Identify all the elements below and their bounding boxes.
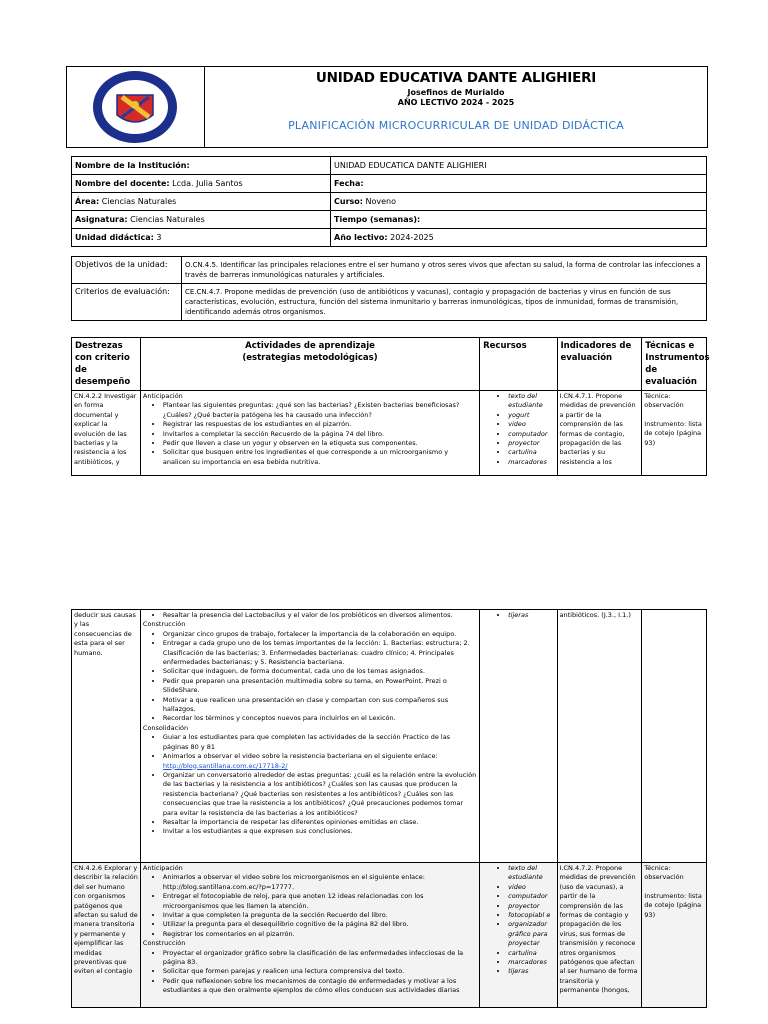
table-header-row xyxy=(72,338,707,391)
activity-list xyxy=(143,630,477,724)
list-item: • texto del estudiante xyxy=(508,864,554,883)
info-label: Año lectivo: xyxy=(334,233,388,242)
list-item: • Proyectar el organizador gráfico sobre la clasificación de las enfermedades infecciosas de la página 83. xyxy=(163,949,477,968)
list-item: • Invitar a los estudiantes a que expresen sus conclusiones. xyxy=(163,827,477,836)
info-row xyxy=(72,193,707,211)
list-item: • Animarlos a observar el video sobre los microorganismos en el siguiente enlace: http://blog.santillana.com.ec/?p=17777. xyxy=(163,873,477,892)
col-header-skills: Destrezas con criterio de desempeño xyxy=(72,338,141,391)
info-label: Nombre de la Institución: xyxy=(75,161,190,170)
info-label: Nombre del docente: xyxy=(75,179,170,188)
list-item: • video xyxy=(508,883,554,892)
list-item: • computador xyxy=(508,892,554,901)
info-value: Ciencias Naturales xyxy=(99,197,177,206)
table-row xyxy=(72,391,707,476)
col-header-activities-l1: Actividades de aprendizaje xyxy=(245,341,375,351)
info-row xyxy=(72,229,707,247)
school-logo xyxy=(67,67,204,147)
section-label: Consolidación xyxy=(142,723,189,732)
list-item: • Plantear las siguientes preguntas: ¿qué son las bacterias? ¿Existen bacterias beneficiosas? ¿Cuáles? ¿Qué bacteria patógena les ha causado una infección? xyxy=(163,401,477,420)
list-item: • Motivar a que realicen una presentación en clase y compartan con sus compañeros sus hallazgos. xyxy=(163,696,477,715)
logo-cell xyxy=(67,67,205,147)
list-item: • video xyxy=(508,420,554,429)
resources-cell xyxy=(480,391,557,476)
section-label: Anticipación xyxy=(142,864,183,872)
resource-list xyxy=(482,611,554,620)
resource-list xyxy=(482,392,554,467)
info-row xyxy=(72,211,707,229)
instrument-text: Instrumento: lista de cotejo (página 93) xyxy=(644,419,702,447)
list-item: • fotocopiabl e xyxy=(508,911,554,920)
info-label: Asignatura: xyxy=(75,215,128,224)
activities-cell xyxy=(140,610,479,863)
list-item: • Recordar los términos y conceptos nuevos para incluirlos en el Lexicón. xyxy=(163,714,477,723)
indicator-cell: antibióticos. (J.3., I.1.) xyxy=(557,610,642,863)
list-item: • Guiar a los estudiantes para que completen las actividades de la sección Practico de las páginas 80 y 81 xyxy=(163,733,477,752)
list-item: • organizador gráfico para proyectar xyxy=(508,920,554,948)
objectives-text: O.CN.4.5. Identificar las principales relaciones entre el ser humano y otros seres vivos que afectan su salud, la forma de controlar las infecciones a través de barreras inmunológicas naturales y artificiales. xyxy=(182,257,707,284)
instrument-text: Instrumento: lista de cotejo (página 93) xyxy=(644,891,702,919)
col-header-indicators: Indicadores de evaluación xyxy=(557,338,642,391)
table-row xyxy=(72,863,707,1008)
list-item: • Invitar a que completen la pregunta de la sección Recuerdo del libro. xyxy=(163,911,477,920)
col-header-resources: Recursos xyxy=(480,338,557,391)
list-item: • computador xyxy=(508,430,554,439)
list-item: • cartulina xyxy=(508,949,554,958)
document-header xyxy=(66,66,708,148)
list-item-text: Animarlos a observar el video sobre la resistencia bacteriana en el siguiente enlace: xyxy=(162,752,438,761)
activities-cell xyxy=(140,391,479,476)
school-name: UNIDAD EDUCATIVA DANTE ALIGHIERI xyxy=(315,70,597,86)
indicator-cell: I.CN.4.7.1. Propone medidas de prevención a partir de la comprensión de las formas de contagio, propagación de las bacterias y su resistencia a los xyxy=(557,391,642,476)
activity-list xyxy=(143,401,477,467)
list-item: • marcadores xyxy=(508,458,554,467)
school-year: AÑO LECTIVO 2024 - 2025 xyxy=(397,98,515,107)
info-value: 2024-2025 xyxy=(387,233,434,242)
list-item: • marcadores xyxy=(508,958,554,967)
list-item: • Organizar cinco grupos de trabajo, fortalecer la importancia de la colaboración en equipo. xyxy=(163,630,477,639)
list-item: • Pedir que lleven a clase un yogur y observen en la etiqueta sus componentes. xyxy=(163,439,477,448)
activities-table-page2 xyxy=(71,609,707,1008)
resource-list xyxy=(482,864,554,977)
technique-cell xyxy=(642,863,707,1008)
activity-list xyxy=(143,873,477,939)
skill-cell: CN.4.2.6 Explorar y describir la relación del ser humano con organismos patógenos que afectan su salud de manera transitoria y permanente y ejemplificar las medidas preventivas que eviten el contagio xyxy=(72,863,141,1008)
list-item: • proyector xyxy=(508,439,554,448)
criteria-row xyxy=(72,284,707,321)
info-label: Área: xyxy=(75,197,100,206)
resources-cell xyxy=(480,610,557,863)
list-item: • Solicitar que formen parejas y realicen una lectura comprensiva del texto. xyxy=(163,967,477,976)
list-item: • tijeras xyxy=(508,967,554,976)
list-item: • Resaltar la importancia de respetar las diferentes opiniones emitidas en clase. xyxy=(163,818,477,827)
list-item: • Registrar los comentarios en el pizarrón. xyxy=(163,930,477,939)
info-value: Noveno xyxy=(362,197,397,206)
list-item: • Resaltar la presencia del Lactobacilus y el valor de los probióticos en diversos alimentos. xyxy=(163,611,477,620)
activity-list xyxy=(143,733,477,836)
info-label: Tiempo (semanas): xyxy=(334,215,421,224)
list-item: • Solicitar que busquen entre los ingredientes el que corresponde a un microorganismo y analicen su importancia en esa bebida nutritiva. xyxy=(163,448,477,467)
list-item: • yogurt xyxy=(508,411,554,420)
skill-cell: deducir sus causas y las consecuencias de esta para el ser humano. xyxy=(72,610,141,863)
skill-cell: CN.4.2.2 Investigar en forma documental y explicar la evolución de las bacterias y la resistencia a los antibióticos, y xyxy=(72,391,141,476)
school-subtitle: Josefinos de Murialdo xyxy=(407,88,505,97)
list-item: • Entregar a cada grupo uno de los temas importantes de la lección: 1. Bacterias: estructura; 2. Clasificación de las bacterias; 3. Enfermedades bacterianas: cuadro clínico; 4. Principales enfermedades bacterianas; y 5. Resistencia bacteriana. xyxy=(163,639,477,667)
section-label: Construcción xyxy=(142,620,186,629)
list-item: • Entregar el fotocopiable de reloj, para que anoten 12 ideas relacionadas con los microorganismos que les llamen la atención. xyxy=(163,892,477,911)
technique-cell xyxy=(642,610,707,863)
video-link[interactable]: http://blog.santillana.com.ec/17718-2/ xyxy=(162,761,288,770)
objectives-label: Objetivos de la unidad: xyxy=(72,257,182,284)
activities-table-page1 xyxy=(71,337,710,476)
info-table xyxy=(71,156,707,247)
list-item: • Invitarlos a completar la sección Recuerdo de la página 74 del libro. xyxy=(163,430,477,439)
resources-cell xyxy=(480,863,557,1008)
technique-cell xyxy=(642,391,707,476)
activity-list xyxy=(143,611,477,620)
info-label: Curso: xyxy=(334,197,363,206)
objectives-row xyxy=(72,257,707,284)
col-header-techniques: Técnicas e Instrumentos de evaluación xyxy=(642,338,707,391)
list-item: • tijeras xyxy=(508,611,554,620)
indicator-cell: I.CN.4.7.2. Propone medidas de prevención (uso de vacunas), a partir de la comprensión de las formas de contagio y propagación de los virus, sus formas de transmisión y reconoce otros organismos patógenos que afectan al ser humano de forma transitoria y permanente (hongos, xyxy=(557,863,642,1008)
list-item: • Registrar las respuestas de los estudiantes en el pizarrón. xyxy=(163,420,477,429)
criteria-label: Criterios de evaluación: xyxy=(72,284,182,321)
list-item: • Pedir que preparen una presentación multimedia sobre su tema, en PowerPoint, Prezi o SlideShare. xyxy=(163,677,477,696)
col-header-activities xyxy=(140,338,479,391)
section-label: Construcción xyxy=(142,939,186,948)
info-value: UNIDAD EDUCATICA DANTE ALIGHIERI xyxy=(334,161,487,170)
table-row xyxy=(72,610,707,863)
info-label: Unidad didáctica: xyxy=(75,233,154,242)
col-header-activities-l2: (estrategias metodológicas) xyxy=(242,353,378,363)
header-text xyxy=(205,67,707,147)
list-item: • Utilizar la pregunta para el desequilibrio cognitivo de la página 82 del libro. xyxy=(163,920,477,929)
info-label: Fecha: xyxy=(334,179,364,188)
technique-text: Técnica: observación xyxy=(644,864,684,882)
plan-title: PLANIFICACIÓN MICROCURRICULAR DE UNIDAD DIDÁCTICA xyxy=(288,119,624,132)
objectives-table xyxy=(71,256,707,321)
info-row xyxy=(72,175,707,193)
info-value: 3 xyxy=(153,233,162,242)
info-row xyxy=(72,157,707,175)
list-item: • texto del estudiante xyxy=(508,392,554,411)
info-value: Lcda. Julia Santos xyxy=(169,179,243,188)
list-item: • Organizar un conversatorio alrededor de estas preguntas: ¿cuál es la relación entre la evolución de las bacterias y la resistencia a los antibióticos? ¿Cuáles son las causas que producen la resistencia bacteriana? ¿Qué bacterias son resistentes a los antibióticos? ¿Cuáles son las consecuencias que trae la resistencia a los antibióticos? ¿Qué precauciones podemos tomar para evitar la resistencia de las bacterias a los antibióticos? xyxy=(163,771,477,818)
list-item: • cartulina xyxy=(508,448,554,457)
criteria-text: CE.CN.4.7. Propone medidas de prevención (uso de antibióticos y vacunas), contagio y propagación de bacterias y virus en función de sus características, evolución, estructura, función del sistema inmunitario y barreras inmunológicas, tipos de inmunidad, formas de transmisión, identificando además otros organismos. xyxy=(182,284,707,321)
list-item: • Pedir que reflexionen sobre los mecanismos de contagio de enfermedades y motivar a los estudiantes a que den oralmente ejemplos de cómo ellos conducen sus actividades diarias xyxy=(163,977,477,996)
list-item: • proyector xyxy=(508,902,554,911)
activities-cell xyxy=(140,863,479,1008)
technique-text: Técnica: observación xyxy=(644,392,684,410)
section-label: Anticipación xyxy=(142,392,183,400)
list-item xyxy=(163,752,477,771)
activity-list xyxy=(143,949,477,996)
info-value: Ciencias Naturales xyxy=(127,215,205,224)
list-item: • Solicitar que indaguen, de forma documental, cada uno de los temas asignados. xyxy=(163,667,477,676)
